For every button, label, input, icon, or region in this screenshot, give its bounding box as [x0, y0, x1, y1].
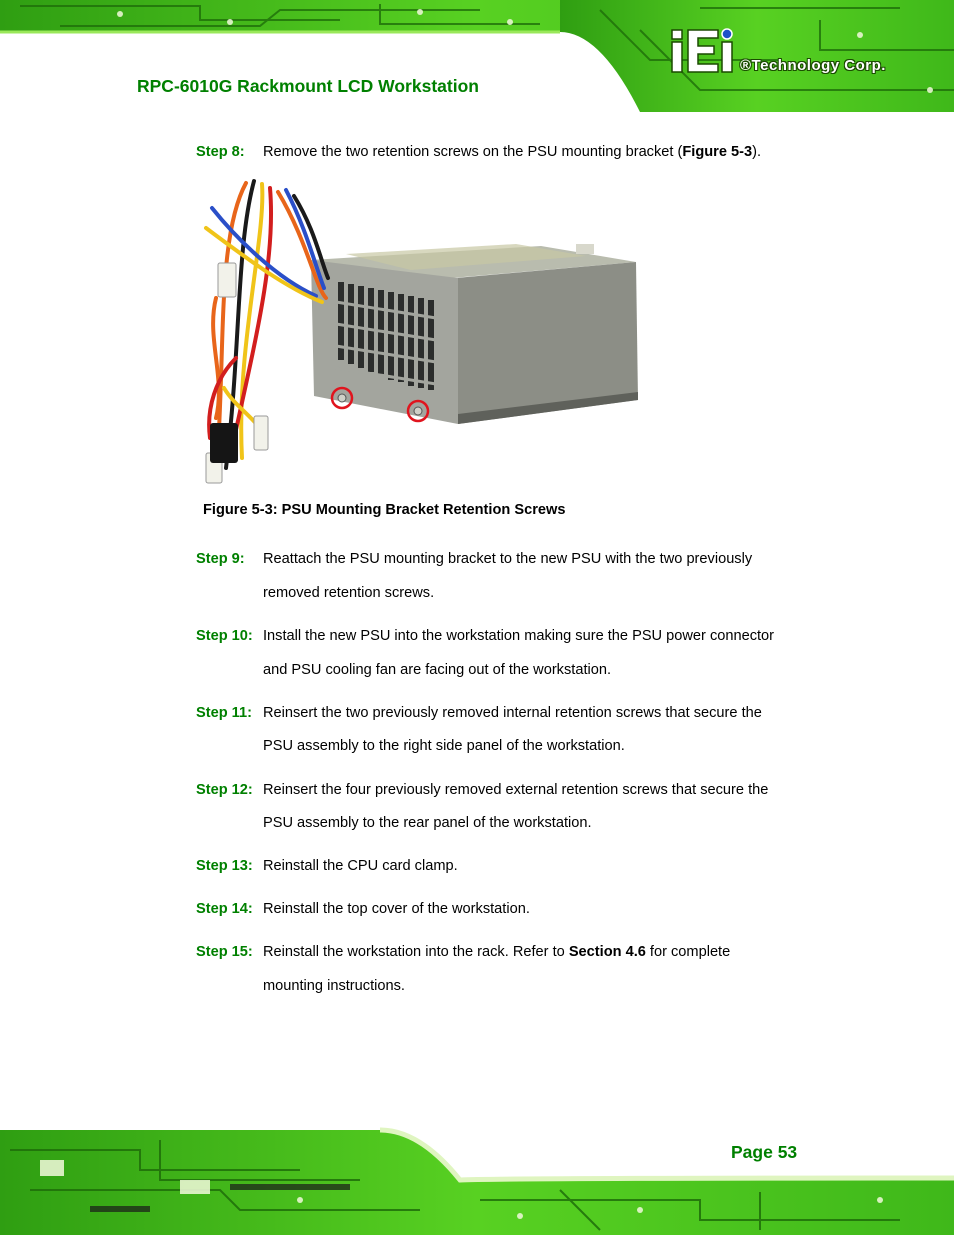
- step-label: Step 15:: [196, 944, 253, 960]
- figure-reference: Figure 5-3: [682, 144, 753, 160]
- step-text-line: Install the new PSU into the workstation making sure the PSU power connector: [263, 628, 775, 644]
- step-label: Step 9:: [196, 551, 245, 567]
- step-text-line: PSU assembly to the right side panel of the workstation.: [263, 738, 625, 754]
- step-8: [196, 144, 826, 164]
- step-label: Step 13:: [196, 858, 253, 874]
- psu-photo: [196, 178, 642, 488]
- step-15: [196, 944, 826, 1000]
- step-label: Step 11:: [196, 705, 252, 721]
- step-text-line: PSU assembly to the rear panel of the workstation.: [263, 815, 592, 831]
- step-label: Step 12:: [196, 782, 253, 798]
- step-text-line: Reinstall the CPU card clamp.: [263, 858, 458, 874]
- step-label: Step 10:: [196, 628, 253, 644]
- footer-banner: [0, 1120, 954, 1235]
- section-reference: Section 4.6: [568, 944, 646, 960]
- iei-logo-icon: [672, 29, 732, 72]
- step-text-line: Reattach the PSU mounting bracket to the new PSU with the two previously: [263, 551, 753, 567]
- step-10: [196, 628, 826, 684]
- step-14: [196, 901, 826, 921]
- figure-caption: Figure 5-3: PSU Mounting Bracket Retention Screws: [203, 502, 566, 518]
- step-11: [196, 705, 826, 761]
- step-text-line: Reinstall the workstation into the rack. Refer to Section 4.6 for complete: [263, 944, 731, 960]
- step-text-line: Reinsert the four previously removed external retention screws that secure the: [263, 782, 769, 798]
- step-text-line: and PSU cooling fan are facing out of the workstation.: [263, 662, 612, 678]
- step-text-line: removed retention screws.: [263, 585, 435, 601]
- step-13: [196, 858, 826, 878]
- step-12: [196, 782, 826, 838]
- step-9: [196, 551, 826, 607]
- step-text-line: mounting instructions.: [263, 978, 405, 994]
- company-logo-text: ®Technology Corp.: [740, 57, 886, 74]
- step-label: Step 14:: [196, 901, 253, 917]
- document-title: RPC-6010G Rackmount LCD Workstation: [137, 76, 479, 96]
- step-text-line: Reinstall the top cover of the workstation.: [263, 901, 530, 917]
- step-label: Step 8:: [196, 144, 245, 160]
- step-text-line: Reinsert the two previously removed internal retention screws that secure the: [263, 705, 762, 721]
- page-number: Page 53: [731, 1142, 798, 1162]
- step-text-line: Remove the two retention screws on the PSU mounting bracket (Figure 5-3).: [263, 144, 762, 160]
